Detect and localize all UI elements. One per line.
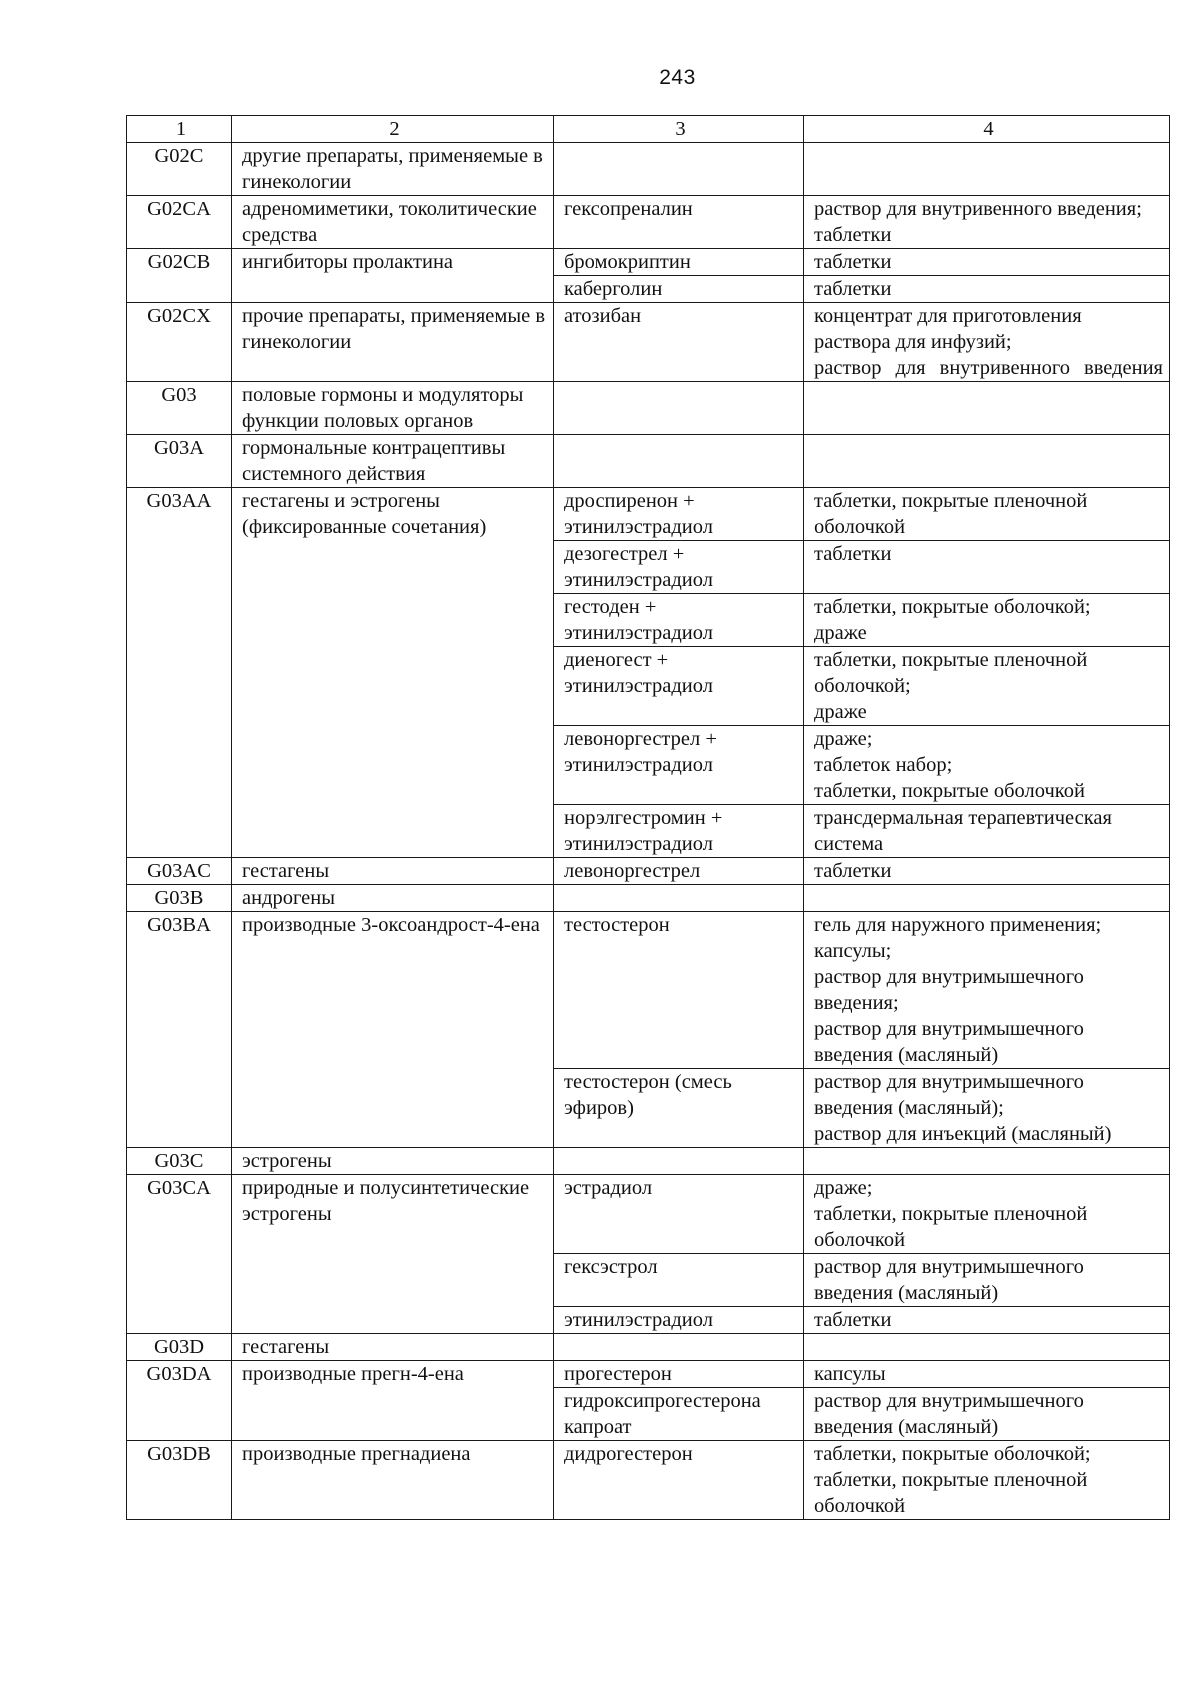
table-row [127,488,1170,541]
table-row [127,885,1170,912]
dosage-form-cell [804,726,1170,805]
table-row [127,143,1170,196]
dosage-form-line: раствор для внутривенного введения; [814,198,1142,220]
dosage-form-line: таблетки, покрытые пленочной оболочкой [814,1203,1088,1251]
table-row [127,196,1170,249]
dosage-form-cell [804,805,1170,858]
drug-name-cell [554,435,804,488]
dosage-form-cell [804,143,1170,196]
dosage-form-line: таблетки [814,543,892,565]
group-name-cell: эстрогены [232,1148,554,1175]
dosage-form-line: раствор для внутривенного введения [814,357,1163,379]
dosage-form-cell [804,249,1170,276]
table-row [127,435,1170,488]
atc-code-cell: G02CA [127,196,232,249]
dosage-form-line: таблетки [814,860,892,882]
table-row [127,912,1170,1069]
table-row [127,858,1170,885]
atc-code-cell: G02CX [127,303,232,382]
group-name-cell: гестагены [232,858,554,885]
group-name-cell: адреномиметики, токолитические средства [232,196,554,249]
atc-code-cell: G02CB [127,249,232,303]
group-name-cell: ингибиторы пролактина [232,249,554,303]
table-row [127,1361,1170,1388]
dosage-form-cell [804,1254,1170,1307]
dosage-form-cell [804,196,1170,249]
dosage-form-cell [804,1148,1170,1175]
dosage-form-cell [804,647,1170,726]
dosage-form-cell [804,1334,1170,1361]
group-name-cell: гестагены и эстрогены (фиксированные сочетания) [232,488,554,858]
group-name-cell: половые гормоны и модуляторы функции половых органов [232,382,554,435]
drug-name-cell [554,1334,804,1361]
table-body [127,143,1170,1520]
drug-name-cell: каберголин [554,276,804,303]
dosage-form-cell [804,382,1170,435]
dosage-form-cell [804,912,1170,1069]
table-row [127,249,1170,276]
group-name-cell: гормональные контрацептивы системного действия [232,435,554,488]
drug-name-cell: диеногест + этинилэстрадиол [554,647,804,726]
dosage-form-cell [804,1069,1170,1148]
dosage-form-line: таблетки, покрытые пленочной оболочкой [814,1469,1088,1517]
dosage-form-line: гель для наружного применения; [814,914,1102,936]
drug-name-cell: эстрадиол [554,1175,804,1254]
atc-code-cell: G03B [127,885,232,912]
dosage-form-line: раствор для инъекций (масляный) [814,1123,1112,1145]
dosage-form-line: раствор для внутримышечного введения (масляный) [814,1256,1084,1304]
dosage-form-cell [804,885,1170,912]
drug-name-cell: этинилэстрадиол [554,1307,804,1334]
atc-code-cell: G03D [127,1334,232,1361]
drug-name-cell: гексопреналин [554,196,804,249]
page-number: 243 [659,66,696,89]
atc-code-cell: G03AA [127,488,232,858]
dosage-form-line: раствор для внутримышечного введения (масляный) [814,1018,1084,1066]
drug-name-cell: бромокриптин [554,249,804,276]
group-name-cell: производные 3-оксоандрост-4-ена [232,912,554,1148]
group-name-cell: производные прегн-4-ена [232,1361,554,1441]
drug-name-cell: дидрогестерон [554,1441,804,1520]
dosage-form-cell [804,435,1170,488]
atc-code-cell: G03DB [127,1441,232,1520]
drug-name-cell: левоноргестрел + этинилэстрадиол [554,726,804,805]
atc-code-cell: G02C [127,143,232,196]
dosage-form-cell [804,594,1170,647]
dosage-form-line: таблетки [814,1309,892,1331]
column-header-4: 4 [804,116,1170,143]
dosage-form-cell [804,488,1170,541]
drug-name-cell: дроспиренон + этинилэстрадиол [554,488,804,541]
table-header [127,116,1170,143]
table-row [127,303,1170,382]
atc-code-cell: G03 [127,382,232,435]
table-row [127,1334,1170,1361]
group-name-cell: гестагены [232,1334,554,1361]
table-row [127,382,1170,435]
dosage-form-cell [804,1388,1170,1441]
column-header-1: 1 [127,116,232,143]
drug-name-cell: гестоден + этинилэстрадиол [554,594,804,647]
dosage-form-line: таблетки, покрытые пленочной оболочкой [814,490,1088,538]
dosage-form-line: таблетки [814,251,892,273]
column-header-2: 2 [232,116,554,143]
dosage-form-line: таблетки, покрытые оболочкой; [814,596,1091,618]
atc-code-cell: G03BA [127,912,232,1148]
drug-name-cell [554,1148,804,1175]
column-header-3: 3 [554,116,804,143]
dosage-form-cell [804,1175,1170,1254]
drug-name-cell: гексэстрол [554,1254,804,1307]
dosage-form-line: раствор для внутримышечного введения (масляный); [814,1071,1084,1119]
atc-code-cell: G03C [127,1148,232,1175]
dosage-form-line: раствор для внутримышечного введения (масляный) [814,1390,1084,1438]
dosage-form-cell [804,1441,1170,1520]
group-name-cell: другие препараты, применяемые в гинекологии [232,143,554,196]
group-name-cell: производные прегнадиена [232,1441,554,1520]
dosage-form-line: драже; [814,1177,873,1199]
drug-name-cell: дезогестрел + этинилэстрадиол [554,541,804,594]
drug-name-cell: тестостерон [554,912,804,1069]
drug-name-cell: левоноргестрел [554,858,804,885]
table-row [127,1175,1170,1254]
dosage-form-line: драже [814,701,867,723]
dosage-form-line: таблеток набор; [814,754,953,776]
dosage-form-line: таблетки, покрытые оболочкой; [814,1443,1091,1465]
atc-code-cell: G03AC [127,858,232,885]
dosage-form-cell [804,276,1170,303]
drug-name-cell [554,143,804,196]
dosage-form-line: капсулы; [814,940,892,962]
table-row [127,1441,1170,1520]
dosage-form-cell [804,858,1170,885]
dosage-form-line: таблетки [814,278,892,300]
header-row [127,116,1170,143]
dosage-form-line: раствор для внутримышечного введения; [814,966,1084,1014]
group-name-cell: природные и полусинтетические эстрогены [232,1175,554,1334]
drug-name-cell: прогестерон [554,1361,804,1388]
atc-code-cell: G03A [127,435,232,488]
drug-name-cell: тестостерон (смесь эфиров) [554,1069,804,1148]
group-name-cell: прочие препараты, применяемые в гинекологии [232,303,554,382]
dosage-form-line: таблетки [814,224,892,246]
drug-name-cell [554,885,804,912]
dosage-form-line: таблетки, покрытые пленочной оболочкой; [814,649,1088,697]
dosage-form-line: таблетки, покрытые оболочкой [814,780,1085,802]
drug-name-cell: атозибан [554,303,804,382]
dosage-form-cell [804,1361,1170,1388]
atc-code-cell: G03DA [127,1361,232,1441]
dosage-form-line: драже; [814,728,873,750]
dosage-form-line: трансдермальная терапевтическая система [814,807,1112,855]
drug-name-cell [554,382,804,435]
drug-name-cell: гидроксипрогестерона капроат [554,1388,804,1441]
dosage-form-line: капсулы [814,1363,886,1385]
dosage-form-cell [804,303,1170,382]
dosage-form-cell [804,541,1170,594]
dosage-form-line: концентрат для приготовления раствора для инфузий; [814,305,1082,353]
dosage-form-cell [804,1307,1170,1334]
drug-name-cell: норэлгестромин + этинилэстрадиол [554,805,804,858]
atc-code-cell: G03CA [127,1175,232,1334]
drug-classification-table [126,115,1170,1520]
dosage-form-line: драже [814,622,867,644]
group-name-cell: андрогены [232,885,554,912]
table-row [127,1148,1170,1175]
